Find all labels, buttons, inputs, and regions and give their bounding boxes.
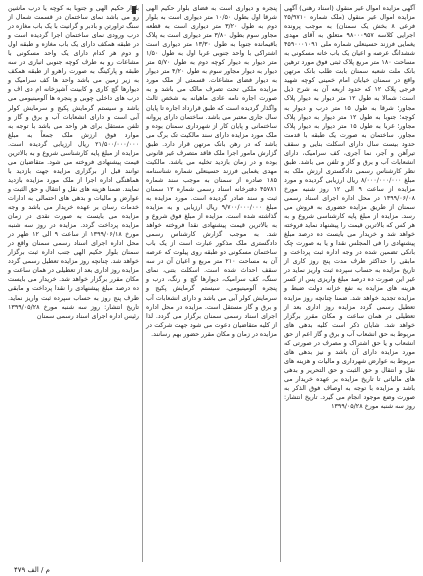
- footer-code: م / الف ۴۷۹: [14, 566, 50, 574]
- column-right-text: آگهی مزایده اموال غیر منقول (اسناد رهنی) آگهی مزایده اموال غیر منقول (ملک شماره ۲۵/۹۷۱۰ فرعی ۸ بخش یک سمنان) به موجب پرونده اجرایی کلاسه ۹۸۰۰۰۹۵۷ متعلق به آقای مهدی یغمایی فرزند حسینعلی شماره ملی ۴۵۹۰۰۰۱۰۹۱ ششدانگ عرصه و اعیان یک باب خانه مسکونی به مساحت ۱۸۰ متر مربع پلاک ثبتی فوق مورد ترهین بانک ملت شعبه سمنان بابت طلب بانک مرتهن واقع در سمنان خیابان امام خمینی کوچه شهید فرجی پلاک ۱۲ که حدود اربعه آن به شرح ذیل است: شمالا به طول ۱۲ متر دیوار به دیوار پلاک مجاور؛ شرقا به طول ۱۵ متر درب و دیوار به کوچه؛ جنوبا به طول ۱۲ متر دیوار به دیوار پلاک مجاور؛ غربا به طول ۱۵ متر دیوار به دیوار پلاک مجاور. ساختمان به صورت یک طبقه با قدمت حدود بیست سال دارای اسکلت بنایی و سقف تیرآهن و آجر، نما آجری، کف سرامیک، دارای انشعابات آب و برق و گاز و تلفن می باشد. طبق نظر کارشناس رسمی دادگستری ارزش ملک به مبلغ ۸/۰۰۰/۰۰۰/۰۰۰ ریال ارزیابی گردیده و مورد مزایده از ساعت ۹ الی ۱۲ روز شنبه مورخ ۱۳۹۹/۰۶/۰۸ در محل اداره اجرای اسناد رسمی سمنان از طریق مزایده حضوری به فروش می رسد. مزایده از مبلغ پایه کارشناسی شروع و به هر کس که بالاترین قیمت را پیشنهاد نماید فروخته خواهد شد و خریدار می بایست ده درصد مبلغ پیشنهادی را فی المجلس نقدا و یا به صورت چک بانکی تضمین شده در وجه اداره ثبت پرداخت و مابقی را حداکثر ظرف مدت پنج روز کاری از تاریخ مزایده به حساب سپرده ثبت واریز نماید در غیر این صورت ده درصد مبلغ واریزی پس از کسر هزینه های مزایده به نفع خزانه دولت ضبط و مزایده تجدید خواهد شد. ضمنا چنانچه روز مزایده تعطیل رسمی گردد مزایده روز اداری بعد از تعطیلی در همان ساعت و مکان مقرر برگزار خواهد شد. شایان ذکر است کلیه بدهی های مربوط به حق انشعاب آب و برق و گاز اعم از حق انشعاب و یا حق اشتراک و مصرف در صورتی که مورد مزایده دارای آن باشد و نیز بدهی های مربوط به عوارض شهرداری و مالیات و هزینه های نقل و انتقال و حق الثبت و حق التحریر و بدهی های مالیاتی تا تاریخ مزایده بر عهده خریدار می باشد و مزایده با توجه به اوصاف فوق الذکر به صورت وضع موجود انجام می گیرد. تاریخ انتشار: روز سه شنبه مورخ ۱۳۹۹/۰۵/۲۸: [284, 5, 416, 411]
- column-middle-text: پنجره و دیواری است به فضای بلوار حکیم الهی شرقا اول بطول ۱۰/۵۰ متر دیواری است به بلوار دوم به طول ۳/۲۰ متر دیواری است به قطعه مجاور سوم بطول ۳/۸۰ متر دیواری است به پلاک باقیمانده جنوبا به طول ۱۳/۳۰ متر دیواری است اشتراکی با واحد جنوبی غربا اول به طول ۱/۵۰ متر دیوار به دیوار کوچه دوم به طول ۵/۷۰ متر دیوار به دیوار مجاور سوم به طول ۴/۲۰ متر دیوار به دیوار فضای مشاعات. قسمتی از ملک مورد مزایده ملکی تحت تصرف مالک می باشد و به صورت اجاره نامه عادی ماهیانه به شخص ثالث واگذار گردیده است که طبق قرارداد اجاره تا پایان سال جاری معتبر می باشد. ساختمان دارای پروانه ساختمانی و پایان کار از شهرداری سمنان بوده و ملک مورد مزایده دارای سند مالکیت تک برگ می باشد که در رهن بانک مرتهن قرار دارد. طبق گزارش مامور اجرا ملک فاقد متصرف غیر قانونی بوده و در زمان بازدید تخلیه می باشد. مالکیت مهدی یغمایی فرزند حسینعلی شماره شناسنامه ۱۸۵ صادره از سمنان به موجب سند شماره ۴۵۷۸۱ دفترخانه اسناد رسمی شماره ۱۲ سمنان ثبت و سند صادر گردیده است. مورد مزایده به مبلغ ۹/۷۰۰/۰۰۰/۰۰۰ ریال ارزیابی و به مزایده گذاشته شده است. مزایده از مبلغ فوق شروع و به بالاترین قیمت پیشنهادی نقدا فروخته خواهد شد. به موجب گزارش کارشناس رسمی دادگستری ملک مذکور عبارت است از یک باب ساختمان مسکونی دو طبقه روی پیلوت که عرصه آن به مساحت ۲۱۰ متر مربع و اعیان آن در سه سقف احداث شده است. اسکلت بتنی، نمای سنگ، کف سرامیک، دیوارها گچ و رنگ، درب و پنجره آلومینیومی، سیستم گرمایش پکیج و سرمایش کولر آبی می باشد و دارای انشعابات آب و برق و گاز مستقل است. مزایده در محل اداره اجرای اسناد رسمی سمنان برگزار می گردد. لذا از کلیه متقاضیان دعوت می شود جهت شرکت در مزایده در زمان و مکان مقرر حضور بهم رسانند.: [146, 5, 278, 338]
- column-right: [281, 4, 418, 562]
- column-left: [5, 4, 142, 562]
- column-middle: [142, 4, 281, 562]
- column-left-text: بلوار حکیم الهی و جنوبا به کوچه یا درب ماشین رو می باشد نمای ساختمان در قسمت شمال از سنگ تراورتن و بادبر و گرانیت با یک باب مغازه در درب ورودی نمای ساختمان اجرا گردیده است و در طبقه همکف دارای یک باب مغازه و طبقه اول و دوم هر کدام دارای یک واحد مسکونی با مشاعات رو به طرف کوچه جنوبی انباری در سه طبقه و پارکینگ به صورت راهرو از طبقه همکف به زیر زمین می باشد واحد ها کف سرامیک و دیوارها گچ کاری و کابینت آشپزخانه ام دی اف و درب های داخلی چوبی و پنجره ها آلومینیومی می باشد و سیستم گرمایش پکیج و سرمایش کولر آبی است و دارای انشعابات آب و برق و گاز و تلفن مستقل برای هر واحد می باشد با توجه به موارد فوق ارزش ملک جمعاً به مبلغ ۲۱/۵۰۰/۰۰۰/۰۰۰ ریال ارزیابی گردیده است. مزایده از مبلغ پایه کارشناسی شروع و به بالاترین قیمت پیشنهادی فروخته می شود. متقاضیان می توانند قبل از برگزاری مزایده جهت بازدید با هماهنگی اداره اجرا از ملک مورد مزایده بازدید نمایند. ضمنا هزینه های نقل و انتقال و حق الثبت و عوارض و مالیات و بدهی های احتمالی به ادارات خدمات رسان بر عهده خریدار می باشد و وجه مزایده می بایست به صورت نقدی در زمان مزایده پرداخت گردد. مزایده در روز سه شنبه مورخ ۱۳۹۹/۰۶/۱۸ از ساعت ۹ الی ۱۲ ظهر در محل اداره اجرای اسناد رسمی سمنان واقع در سمنان بلوار حکیم الهی جنب اداره ثبت برگزار خواهد شد. چنانچه روز مزایده تعطیل رسمی گردد مزایده روز اداری بعد از تعطیلی در همان ساعت و مکان مقرر برگزار خواهد شد. خریدار می بایست ده درصد مبلغ پیشنهادی را نقدا پرداخت و مابقی ظرف پنج روز به حساب سپرده ثبت واریز نماید. تاریخ انتشار: روز سه شنبه مورخ ۱۳۹۹/۰۵/۲۸ رئیس اداره اجرای اسناد رسمی سمنان: [8, 5, 139, 320]
- text-columns: [5, 4, 418, 562]
